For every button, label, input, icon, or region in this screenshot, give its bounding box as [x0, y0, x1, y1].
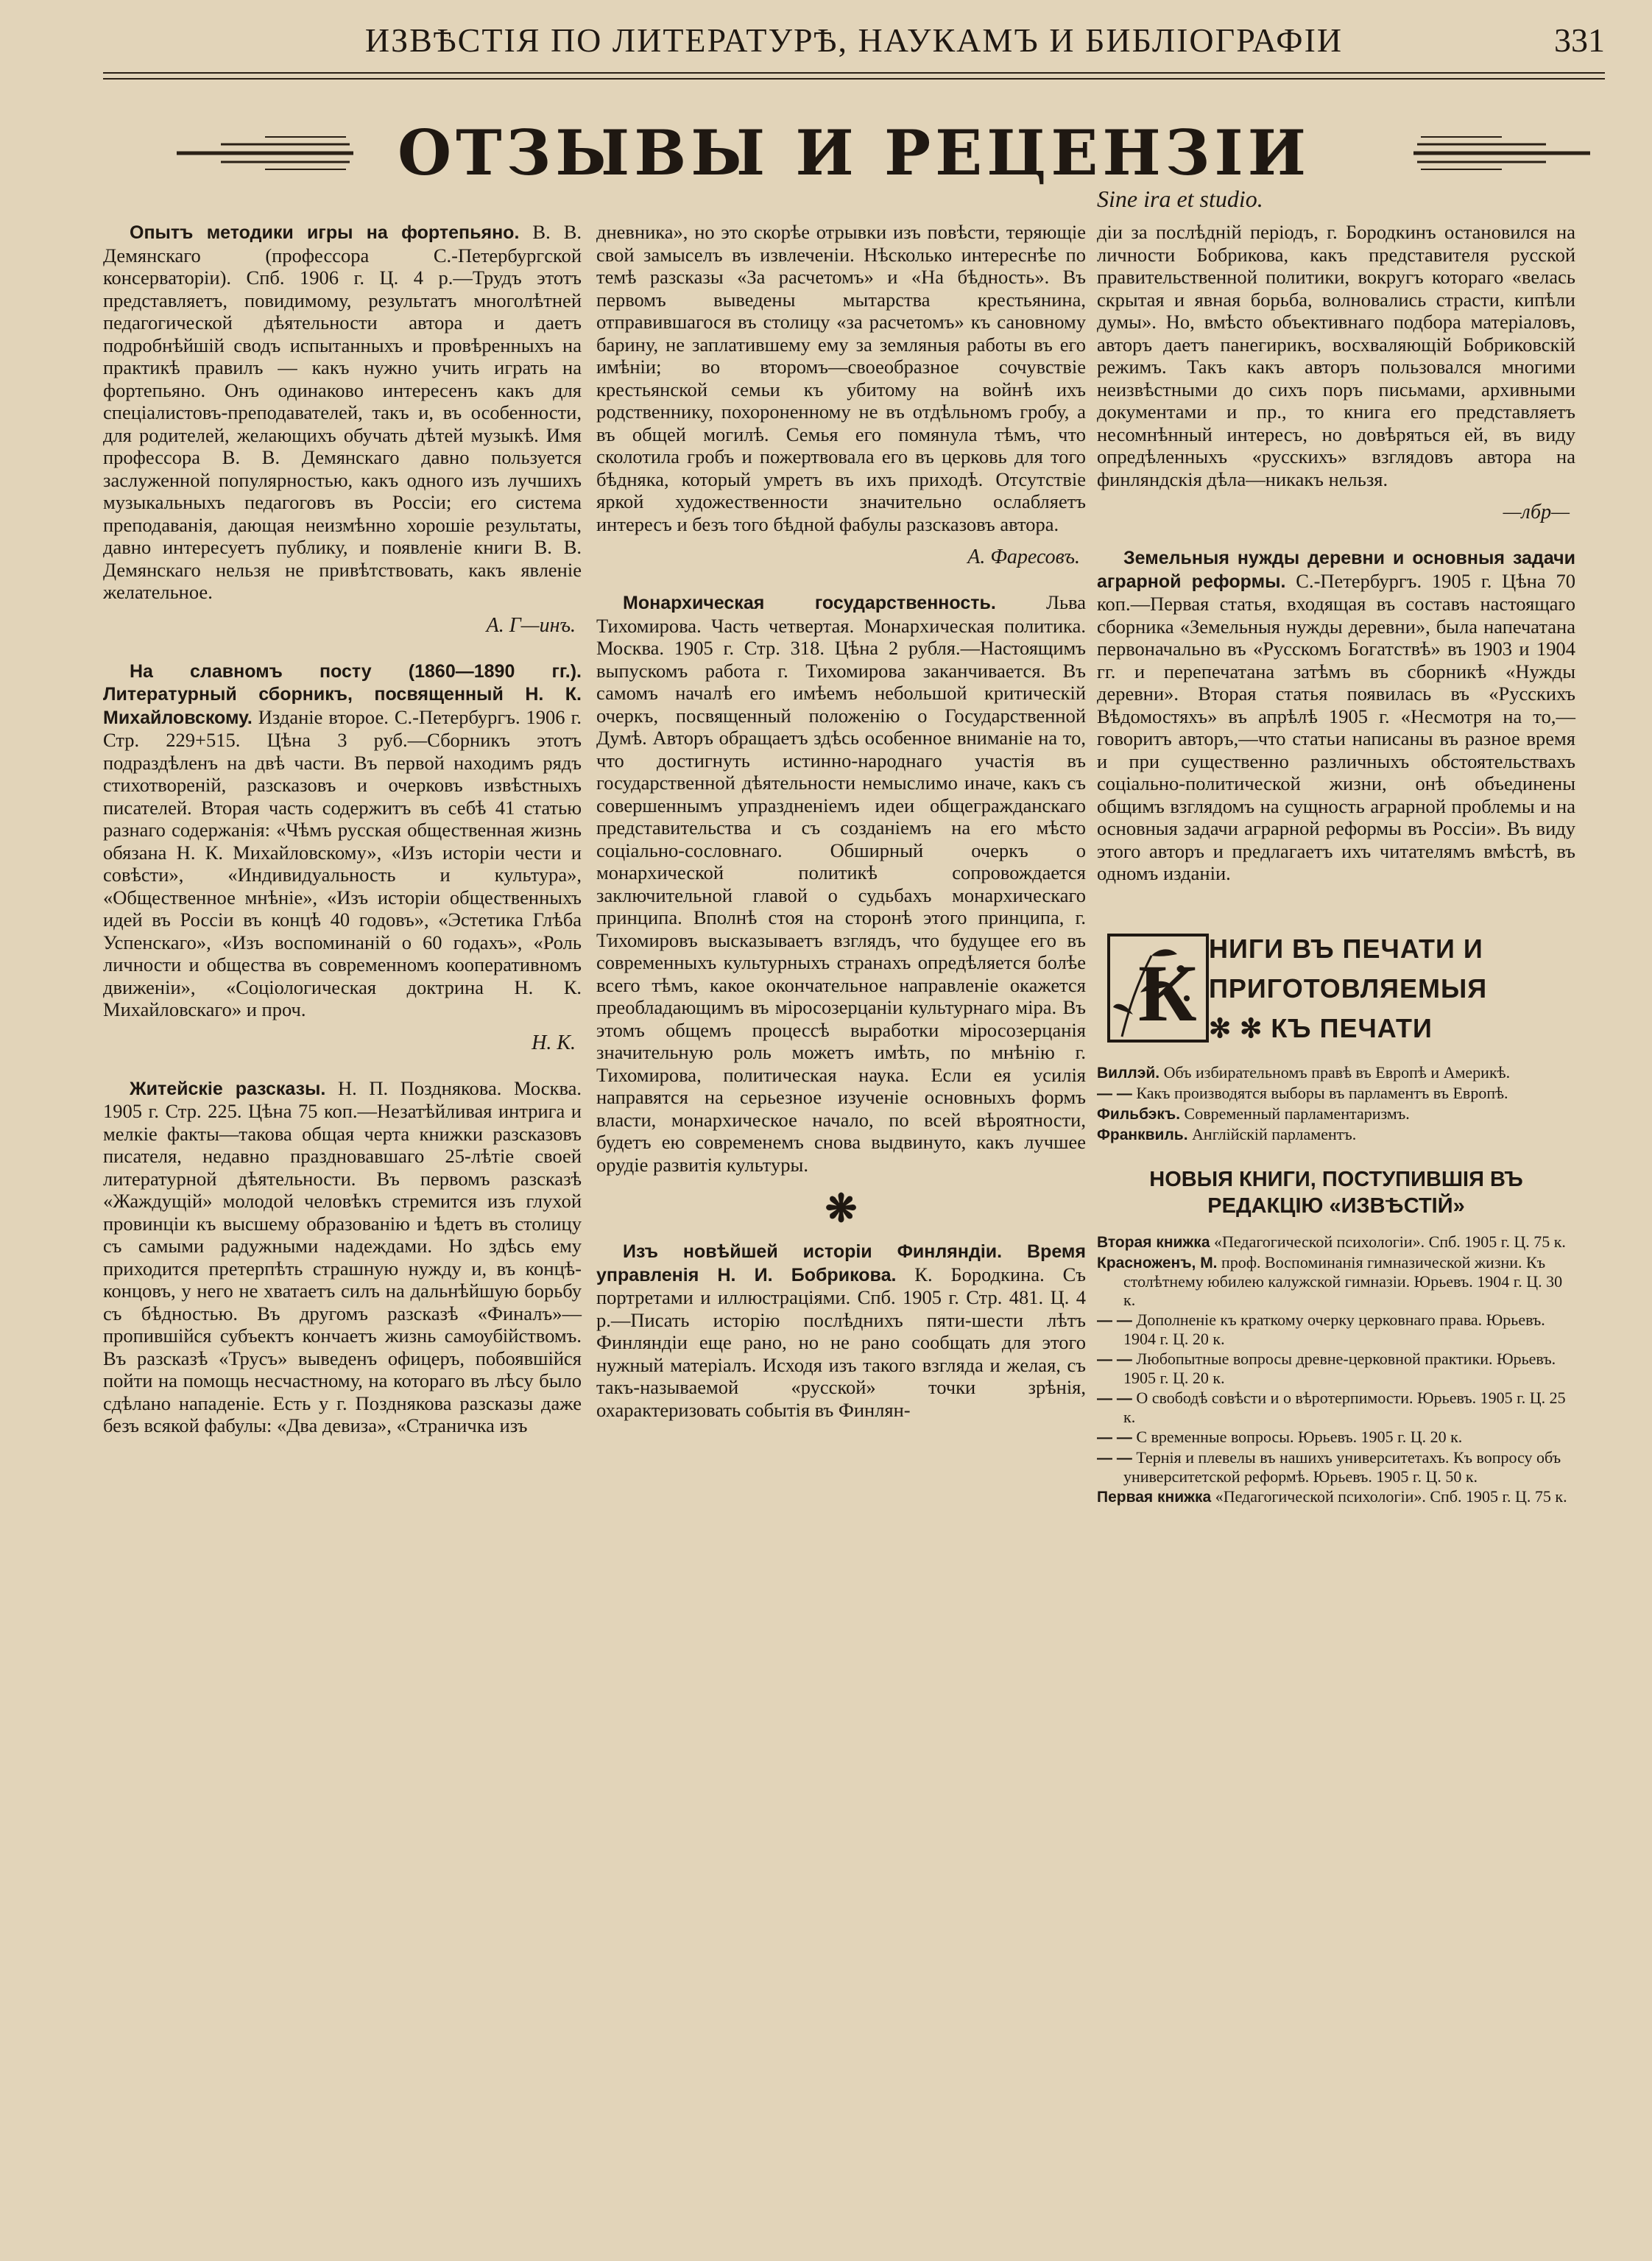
review-body: діи за послѣдній періодъ, г. Бородкинъ остановился на личности Бобрикова, какъ представителя русской правительственной политики, вокругъ котораго «велась скрытая и явная борьба, волновались страсти, кипѣли думы». Но, вмѣсто объективнаго подбора матеріаловъ, авторъ даетъ панегирикъ, восхваляющій Бобриковскій режимъ. Такъ какъ авторъ пользовался многими неизвѣстными до сихъ поръ письмами, архивными документами и пр., то книга его представляетъ несомнѣнный интересъ, но довѣряться ей, въ виду опредѣленныхъ «русскихъ» взглядовъ автора на финляндскія дѣла—никакъ нельзя.	[1097, 221, 1575, 490]
bibliography-entry-lead: Фильбэкъ.	[1097, 1105, 1181, 1123]
new-books-title: НОВЫЯ КНИГИ, ПОСТУПИВШІЯ ВЪ РЕДАКЦІЮ «ИЗВѢСТІЙ»	[1149, 1167, 1523, 1218]
review-finland-history	[596, 1240, 1086, 1421]
bibliography-entry	[1097, 1084, 1575, 1103]
review-zhiteiskie-rasskazy-continued	[596, 221, 1086, 535]
dropcap-k-icon	[1107, 934, 1209, 1043]
review-title: Опытъ методики игры на фортепьяно.	[130, 222, 520, 243]
bibliography-entry-text: Англійскій парламентъ.	[1192, 1124, 1357, 1143]
review-signature: —лбр—	[1503, 501, 1570, 523]
bibliography-entry-lead: Первая книжка	[1097, 1488, 1212, 1506]
review-body: С.-Петербургъ. 1905 г. Цѣна 70 коп.—Первая статья, входящая въ составъ настоящаго сборника «Земельныя нужды деревни», была напечатана первоначально въ «Русскомъ Богатствѣ» въ 1903 и 1904 гг. и перепечатана затѣмъ въ сборникѣ «Нужды деревни». Вторая статья появилась въ «Русскихъ Вѣдомостяхъ» въ апрѣлѣ 1905 г. «Несмотря на то,—говоритъ авторъ,—что статьи написаны въ разное время и при существенно различныхъ обстоятельствахъ соціально-политической жизни, онѣ объединены общимъ взглядомъ на сущность аграрной проблемы и на основныя задачи аграрной реформы въ Россіи». Въ виду этого авторъ и предлагаетъ ихъ читателямъ вмѣстѣ, въ одномъ изданіи.	[1097, 569, 1576, 884]
new-books-list	[1097, 1232, 1575, 1506]
review-title: Житейскіе разсказы.	[130, 1078, 326, 1099]
review-piano-method	[103, 221, 582, 604]
bibliography-entry-lead: — —	[1097, 1428, 1132, 1446]
bibliography-entry	[1097, 1311, 1575, 1348]
bibliography-entry	[1097, 1350, 1575, 1387]
bibliography-entry-lead: Франквиль.	[1097, 1126, 1188, 1143]
bibliography-entry-text: Объ избирательномъ правѣ въ Европѣ и Америкѣ.	[1163, 1062, 1511, 1082]
bibliography-entry-lead: — —	[1097, 1350, 1132, 1368]
review-land-needs	[1097, 546, 1575, 885]
review-signature: А. Фаресовъ.	[967, 546, 1080, 568]
bibliography-entry-lead: — —	[1097, 1084, 1132, 1102]
books-heading-line-2: ПРИГОТОВЛЯЕМЫЯ	[1209, 973, 1488, 1003]
column-1	[103, 221, 582, 1447]
bibliography-entry	[1097, 1232, 1575, 1252]
bibliography-entry	[1097, 1063, 1575, 1082]
page-number: 331	[1554, 21, 1605, 59]
bibliography-entry-text: проф. Воспоминанія гимназической жизни. Къ столѣтнему юбилею калужской гимназіи. Юрьевъ. 1904 г. Ц. 30 к.	[1123, 1252, 1563, 1309]
review-title: Монархическая государственность.	[623, 593, 996, 613]
bibliography-entry-text: «Педагогической психологіи». Спб. 1905 г. Ц. 75 к.	[1215, 1486, 1567, 1506]
bibliography-entry	[1097, 1104, 1575, 1124]
review-finland-history-continued	[1097, 221, 1575, 490]
bibliography-entry-text: «Педагогической психологіи». Спб. 1905 г. Ц. 75 к.	[1214, 1232, 1566, 1251]
bibliography-entry-text: С временные вопросы. Юрьевъ. 1905 г. Ц. 20 к.	[1136, 1427, 1463, 1446]
bibliography-entry-lead: Вторая книжка	[1097, 1233, 1210, 1251]
review-signature: Н. К.	[532, 1031, 576, 1054]
bibliography-entry-lead: — —	[1097, 1449, 1132, 1467]
bibliography-entry-lead: Красноженъ, М.	[1097, 1254, 1218, 1271]
review-body: дневника», но это скорѣе отрывки изъ повѣсти, теряющіе свой замыселъ въ извлеченіи. Нѣсколько интереснѣе по темѣ разсказы «За расчетомъ» и «На бѣдность». Въ первомъ выведены мытарства крестьянина, отправившагося въ столицу «за расчетомъ» къ сановному барину, не заплатившему ему за земляныя работы въ его имѣніи; во второмъ—своеобразное сочувствіе крестьянской семьи къ убитому на войнѣ ихъ родственнику, похороненному не въ отдѣльномъ гробу, а въ общей могилѣ. Семья его помянула тѣмъ, что сколотила гробъ и пожертвовала его въ церковь для того бѣдняка, который умретъ въ ихъ приходѣ. Отсутствіе яркой художественности значительно ослабляетъ интересъ и безъ того бѣдной фабулы разсказовъ автора.	[596, 221, 1086, 535]
review-title: На славномъ посту (1860—1890 гг.). Литературный сборникъ, посвященный Н. К. Михайловскому.	[103, 660, 582, 728]
review-body: Н. П. Позднякова. Москва. 1905 г. Стр. 225. Цѣна 75 коп.—Незатѣйливая интрига и мелкіе факты—такова общая черта книжки разсказовъ писателя, недавно праздновавшаго 25-лѣтіе своей литературной дѣятельности. Въ первомъ разсказѣ «Жаждущій» молодой человѣкъ стремится изъ глухой провинціи къ высшему образованію и ѣдетъ въ столицу съ самыми радужными надеждами. Но здѣсь ему приходится претерпѣть страшную нужду и, въ концѣ-концовъ, у него не хватаетъ силъ на дальнѣйшую борьбу съ бѣдностью. Въ другомъ разсказѣ «Финалъ»—пропившійся субъектъ кончаетъ жизнь самоубійствомъ. Въ разсказѣ «Трусъ» выведенъ офицеръ, побоявшійся пойти на помощь несчастному, на котораго въ лѣсу было сдѣлано нападеніе. Есть у г. Позднякова разсказы даже безъ всякой фабулы: «Два девиза», «Страничка изъ	[103, 1076, 582, 1436]
running-head-title: ИЗВѢСТІЯ ПО ЛИТЕРАТУРѢ, НАУКАМЪ И БИБЛІОГРАФІИ	[364, 21, 1344, 59]
bibliography-entry-text: Любопытные вопросы древне-церковной практики. Юрьевъ. 1905 г. Ц. 20 к.	[1123, 1349, 1556, 1387]
forthcoming-books-list	[1097, 1063, 1575, 1144]
review-monarchic-statehood	[596, 591, 1086, 1176]
running-head	[103, 10, 1605, 81]
bibliography-entry	[1097, 1428, 1575, 1447]
forthcoming-books-heading	[1097, 923, 1575, 1050]
review-body: В. В. Демянскаго (профессора С.-Петербургской консерваторіи). Спб. 1906 г. Ц. 4 р.—Трудъ этотъ представляетъ, повидимому, результатъ многолѣтней педагогической дѣятельности автора и даетъ подробнѣйшій сводъ испытанныхъ и провѣренныхъ на практикѣ правилъ — какъ нужно учить играть на фортепьяно. Онъ одинаково интересенъ какъ для спеціалистовъ-преподавателей, такъ и, въ особенности, для родителей, желающихъ обучать дѣтей музыкѣ. Имя профессора В. В. Демянскаго давно пользуется заслуженной популярностью, какъ одного изъ лучшихъ музыкальныхъ педагоговъ въ Россіи; его система преподаванія, дающая неизмѣнно хорошіе результаты, давно интересуетъ публику, и появленіе книги В. В. Демянскаго нельзя не привѣтствовать, какъ явленіе желательное.	[103, 221, 582, 603]
review-na-slavnom-postu	[103, 660, 582, 1021]
head-rule-top	[103, 72, 1605, 74]
head-rule-bottom	[103, 78, 1605, 80]
bibliography-entry-text: Современный парламентаризмъ.	[1184, 1104, 1410, 1123]
bibliography-entry-text: Какъ производятся выборы въ парламентъ въ Европѣ.	[1136, 1083, 1508, 1102]
bibliography-entry-lead: Виллэй.	[1097, 1064, 1160, 1082]
review-body: К. Бородкина. Съ портретами и иллюстраціями. Спб. 1905 г. Стр. 481. Ц. 4 р.—Писать исторію послѣднихъ пяти-шести лѣтъ Финляндіи еще рано, но не рано сообщать для этого нужный матеріалъ. Исходя изъ такого взгляда и желая, съ такъ-называемой «русской» точки зрѣнія, охарактеризовать событія въ Финлян-	[596, 1263, 1086, 1421]
review-body: Льва Тихомирова. Часть четвертая. Монархическая политика. Москва. 1905 г. Стр. 318. Цѣна 2 рубля.—Настоящимъ выпускомъ работа г. Тихомирова заканчивается. Въ самомъ началѣ его имѣемъ небольшой критическій очеркъ, посвященный положенію о Государственной Думѣ. Авторъ обращаетъ здѣсь особенное вниманіе на то, что достигнуть истинно-народнаго участія въ государственной дѣятельности немыслимо иначе, какъ съ совершеннымъ упраздненіемъ идеи общегражданскаго представительства и съ созданіемъ на его мѣсто соціально-сословнаго. Обширный очеркъ о монархической политикѣ сопровождается заключительной главой о судьбахъ монархическаго принципа. Вполнѣ стоя на сторонѣ этого принципа, г. Тихомировъ высказываетъ взглядъ, что будущее его въ современныхъ культурныхъ странахъ опредѣляется болѣе всего тѣмъ, какое окончательное направленіе окажется преобладающимъ въ міросозерцаніи культурнаго міра. Въ этомъ общемъ процессѣ выработки міросозерцанія значительную роль можетъ имѣть, по мнѣнію г. Тихомирова, политическая наука. Если ея усилія направятся на серьезное изученіе основныхъ формъ власти, монархическое начало, по всей вѣроятности, будетъ ею современемъ снова выдвинуто, какъ лучшее орудіе развитія культуры.	[596, 591, 1086, 1176]
books-heading-line-3: ✻ ✻ КЪ ПЕЧАТИ	[1209, 1012, 1433, 1043]
bibliography-entry	[1097, 1125, 1575, 1144]
bibliography-entry-text: Тернія и плевелы въ нашихъ университетахъ. Къ вопросу объ университетской реформѣ. Юрьевъ. 1905 г. Ц. 50 к.	[1123, 1447, 1561, 1486]
flourish-right-ornament	[1413, 127, 1590, 178]
bibliography-entry	[1097, 1389, 1575, 1426]
review-signature: А. Г—инъ.	[486, 613, 576, 637]
dropcap-letter: К	[1138, 948, 1197, 1038]
section-motto: Sine ira et studio.	[1097, 186, 1263, 212]
asterisk-ornament: ❋	[825, 1186, 858, 1231]
books-heading-line-1: НИГИ ВЪ ПЕЧАТИ И	[1209, 933, 1483, 964]
review-title: Изъ новѣйшей исторіи Финляндіи. Время управленія Н. И. Бобрикова.	[596, 1241, 1086, 1285]
review-body: Изданіе второе. С.-Петербургъ. 1906 г. Стр. 229+515. Цѣна 3 руб.—Сборникъ этотъ подраздѣленъ на двѣ части. Въ первой находимъ рядъ стихотвореній, разсказовъ и очерковъ извѣстныхъ писателей. Вторая часть содержитъ въ себѣ 41 статью разнаго содержанія: «Чѣмъ русская общественная жизнь обязана Н. К. Михайловскому», «Изъ исторіи чести и совѣсти», «Индивидуальность и культура», «Общественное мнѣніе», «Изъ исторіи общественныхъ идей въ Россіи въ концѣ 40 годовъ», «Эстетика Глѣба Успенскаго», «Изъ воспоминаній о 60 годахъ», «Роль личности и общества въ современномъ кооперативномъ движеніи», «Соціологическая доктрина Н. К. Михайловскаго» и проч.	[103, 705, 582, 1020]
bibliography-entry-lead: — —	[1097, 1389, 1132, 1407]
review-title: Земельныя нужды деревни и основныя задачи аграрной реформы.	[1097, 548, 1575, 592]
bibliography-entry-text: О свободѣ совѣсти и о вѣротерпимости. Юрьевъ. 1905 г. Ц. 25 к.	[1123, 1388, 1566, 1426]
section-title: ОТЗЫВЫ И РЕЦЕНЗІИ	[398, 116, 1310, 189]
section-banner	[103, 110, 1605, 196]
column-3	[1097, 221, 1575, 1511]
bibliography-entry	[1097, 1253, 1575, 1309]
bibliography-entry	[1097, 1487, 1575, 1506]
review-zhiteiskie-rasskazy	[103, 1077, 582, 1437]
column-2	[596, 221, 1086, 1431]
bibliography-entry	[1097, 1448, 1575, 1486]
bibliography-entry-text: Дополненіе къ краткому очерку церковнаго права. Юрьевъ. 1904 г. Ц. 20 к.	[1123, 1310, 1545, 1348]
bibliography-entry-lead: — —	[1097, 1311, 1132, 1329]
